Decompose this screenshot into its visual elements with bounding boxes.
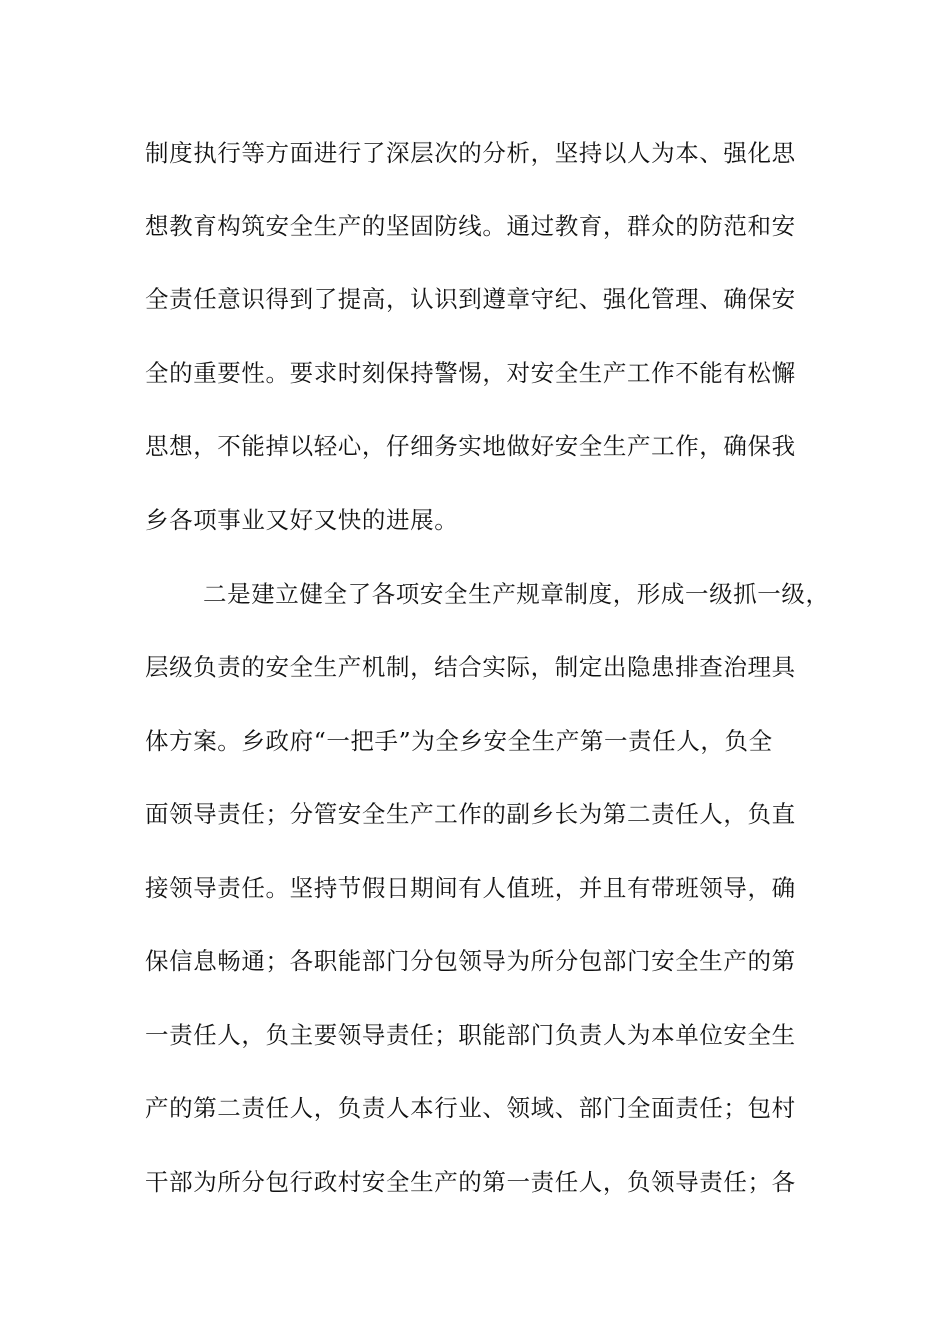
text-line: 保信息畅通；各职能部门分包领导为所分包部门安全生产的第 <box>145 947 796 975</box>
text-line: 乡各项事业又好又快的进展。 <box>145 506 459 534</box>
paragraph-start-line: 二是建立健全了各项安全生产规章制度，形成一级抓一级， <box>203 580 830 608</box>
text-line: 干部为所分包行政村安全生产的第一责任人，负领导责任；各 <box>145 1168 796 1196</box>
text-line: 接领导责任。坚持节假日期间有人值班，并且有带班领导，确 <box>145 874 796 902</box>
text-line: 制度执行等方面进行了深层次的分析，坚持以人为本、强化思 <box>145 139 796 167</box>
text-line: 产的第二责任人，负责人本行业、领域、部门全面责任；包村 <box>145 1094 796 1122</box>
text-line: 一责任人，负主要领导责任；职能部门负责人为本单位安全生 <box>145 1021 796 1049</box>
text-line: 思想，不能掉以轻心，仔细务实地做好安全生产工作，确保我 <box>145 432 796 460</box>
text-line: 全的重要性。要求时刻保持警惕，对安全生产工作不能有松懈 <box>145 359 796 387</box>
text-line: 层级负责的安全生产机制，结合实际，制定出隐患排查治理具 <box>145 653 796 681</box>
text-line: 全责任意识得到了提高，认识到遵章守纪、强化管理、确保安 <box>145 285 796 313</box>
text-line: 体方案。乡政府“一把手”为全乡安全生产第一责任人，负全 <box>145 727 773 755</box>
text-line: 想教育构筑安全生产的坚固防线。通过教育，群众的防范和安 <box>145 212 796 240</box>
text-line: 面领导责任；分管安全生产工作的副乡长为第二责任人，负直 <box>145 800 796 828</box>
